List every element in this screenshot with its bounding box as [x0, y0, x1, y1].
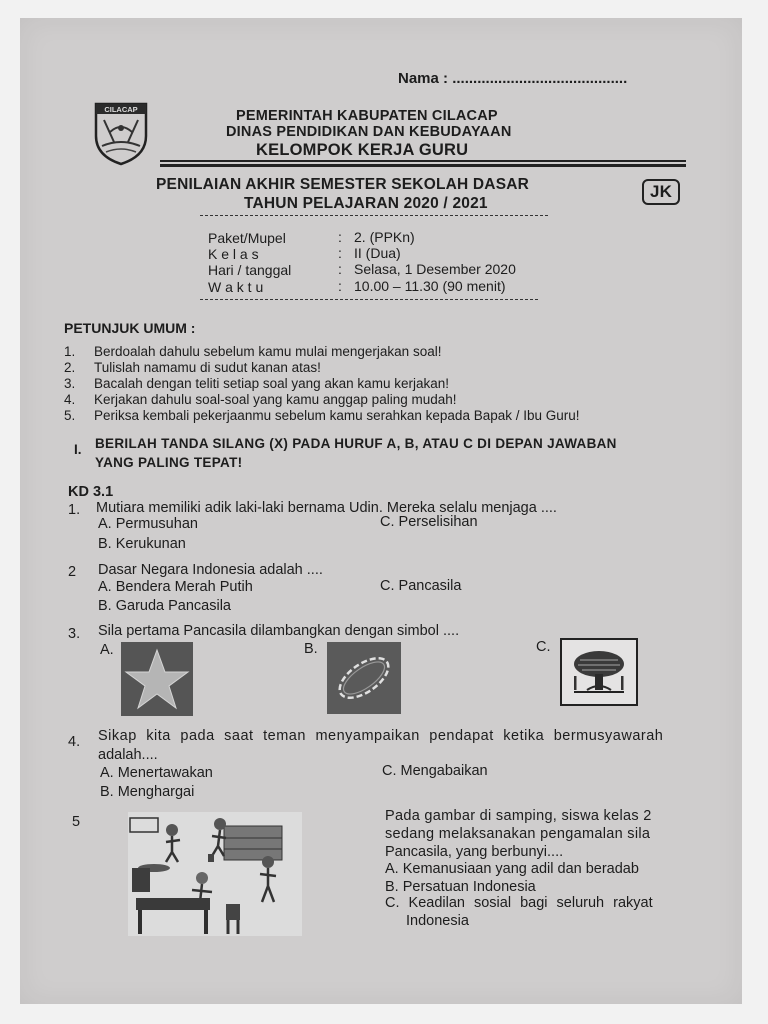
q1-option-c[interactable]: C. Perselisihan	[380, 514, 478, 530]
info-sep-4: :	[338, 278, 342, 294]
info-label-1: Paket/Mupel	[208, 230, 286, 246]
kd-label: KD 3.1	[68, 484, 114, 500]
q4-text-line-1: Sikap kita pada saat teman menyampaikan pendapat ketika bermusyawarah	[98, 728, 664, 744]
name-dots: ..........................................	[452, 70, 628, 87]
q3-text: Sila pertama Pancasila dilambangkan dengan simbol ....	[98, 623, 460, 639]
petunjuk-num-1: 1.	[64, 344, 76, 359]
name-label: Nama :	[398, 70, 449, 87]
q1-number: 1.	[68, 502, 81, 518]
q2-number: 2	[68, 564, 77, 580]
info-label-3: Hari / tanggal	[208, 262, 292, 278]
petunjuk-num-2: 2.	[64, 360, 76, 375]
info-sep-3: :	[338, 261, 342, 277]
section-instruction-1: BERILAH TANDA SILANG (X) PADA HURUF A, B, ATAU C DI DEPAN JAWABAN	[95, 436, 617, 451]
q2-option-a[interactable]: A. Bendera Merah Putih	[98, 579, 253, 595]
exam-sheet	[20, 18, 742, 1004]
q4-number: 4.	[68, 734, 81, 750]
section-instruction-2: YANG PALING TEPAT!	[95, 455, 243, 470]
petunjuk-title: PETUNJUK UMUM :	[64, 320, 196, 336]
q5-option-c-continued: Indonesia	[406, 913, 469, 929]
q3-option-c[interactable]: C.	[536, 639, 551, 655]
info-value-2: II (Dua)	[354, 245, 401, 261]
petunjuk-item-1: Berdoalah dahulu sebelum kamu mulai mengerjakan soal!	[94, 344, 442, 359]
petunjuk-item-3: Bacalah dengan teliti setiap soal yang akan kamu kerjakan!	[94, 376, 449, 391]
star-icon[interactable]	[121, 642, 193, 716]
q4-text-line-2: adalah....	[98, 747, 158, 763]
info-label-4: W a k t u	[208, 279, 264, 295]
q5-number: 5	[72, 814, 81, 830]
petunjuk-num-4: 4.	[64, 392, 76, 407]
q2-text: Dasar Negara Indonesia adalah ....	[98, 562, 323, 578]
q5-option-c[interactable]: C. Keadilan sosial bagi seluruh rakyat	[385, 895, 653, 911]
section-number: I.	[74, 442, 82, 457]
banyan-tree-icon[interactable]	[560, 638, 638, 706]
header-line-2: DINAS PENDIDIKAN DAN KEBUDAYAAN	[226, 124, 512, 140]
logo-text: CILACAP	[104, 105, 138, 114]
q4-option-c[interactable]: C. Mengabaikan	[382, 763, 488, 779]
petunjuk-item-5: Periksa kembali pekerjaanmu sebelum kamu serahkan kepada Bapak / Ibu Guru!	[94, 408, 580, 423]
petunjuk-item-2: Tulislah namamu di sudut kanan atas!	[94, 360, 321, 375]
classroom-cleaning-illustration	[128, 812, 302, 936]
exam-title: PENILAIAN AKHIR SEMESTER SEKOLAH DASAR	[156, 176, 530, 193]
petunjuk-item-4: Kerjakan dahulu soal-soal yang kamu anggap paling mudah!	[94, 392, 457, 407]
info-rule-bottom	[200, 299, 538, 300]
q2-option-b[interactable]: B. Garuda Pancasila	[98, 598, 231, 614]
header-line-3: KELOMPOK KERJA GURU	[256, 141, 469, 159]
info-value-1: 2. (PPKn)	[354, 229, 415, 245]
header-rule-thin	[160, 160, 686, 162]
q5-text-line-3: Pancasila, yang berbunyi....	[385, 844, 564, 860]
exam-year: TAHUN PELAJARAN 2020 / 2021	[244, 195, 488, 212]
info-sep-2: :	[338, 245, 342, 261]
q5-text-line-2: sedang melaksanakan pengamalan sila	[385, 826, 651, 842]
q4-option-b[interactable]: B. Menghargai	[100, 784, 195, 800]
q3-number: 3.	[68, 626, 81, 642]
header-rule-thick	[160, 164, 686, 167]
q3-option-b[interactable]: B.	[304, 641, 318, 657]
q3-option-a[interactable]: A.	[100, 642, 114, 658]
q2-option-c[interactable]: C. Pancasila	[380, 578, 462, 594]
q1-option-b[interactable]: B. Kerukunan	[98, 536, 186, 552]
q5-option-a[interactable]: A. Kemanusiaan yang adil dan beradab	[385, 861, 639, 877]
name-line	[398, 70, 627, 87]
q1-option-a[interactable]: A. Permusuhan	[98, 516, 198, 532]
chain-icon[interactable]	[327, 642, 401, 714]
jk-badge: JK	[642, 179, 680, 205]
info-rule-top	[200, 215, 548, 216]
petunjuk-num-5: 5.	[64, 408, 76, 423]
info-label-2: K e l a s	[208, 246, 259, 262]
info-sep-1: :	[338, 229, 342, 245]
info-value-3: Selasa, 1 Desember 2020	[354, 261, 516, 277]
cilacap-logo-icon	[92, 102, 150, 166]
petunjuk-num-3: 3.	[64, 376, 76, 391]
header-line-1: PEMERINTAH KABUPATEN CILACAP	[236, 108, 498, 124]
info-value-4: 10.00 – 11.30 (90 menit)	[354, 278, 506, 294]
q1-text: Mutiara memiliki adik laki-laki bernama Udin. Mereka selalu menjaga ....	[96, 500, 557, 516]
q4-option-a[interactable]: A. Menertawakan	[100, 765, 213, 781]
q5-text-line-1: Pada gambar di samping, siswa kelas 2	[385, 808, 652, 824]
q5-option-b[interactable]: B. Persatuan Indonesia	[385, 879, 536, 895]
